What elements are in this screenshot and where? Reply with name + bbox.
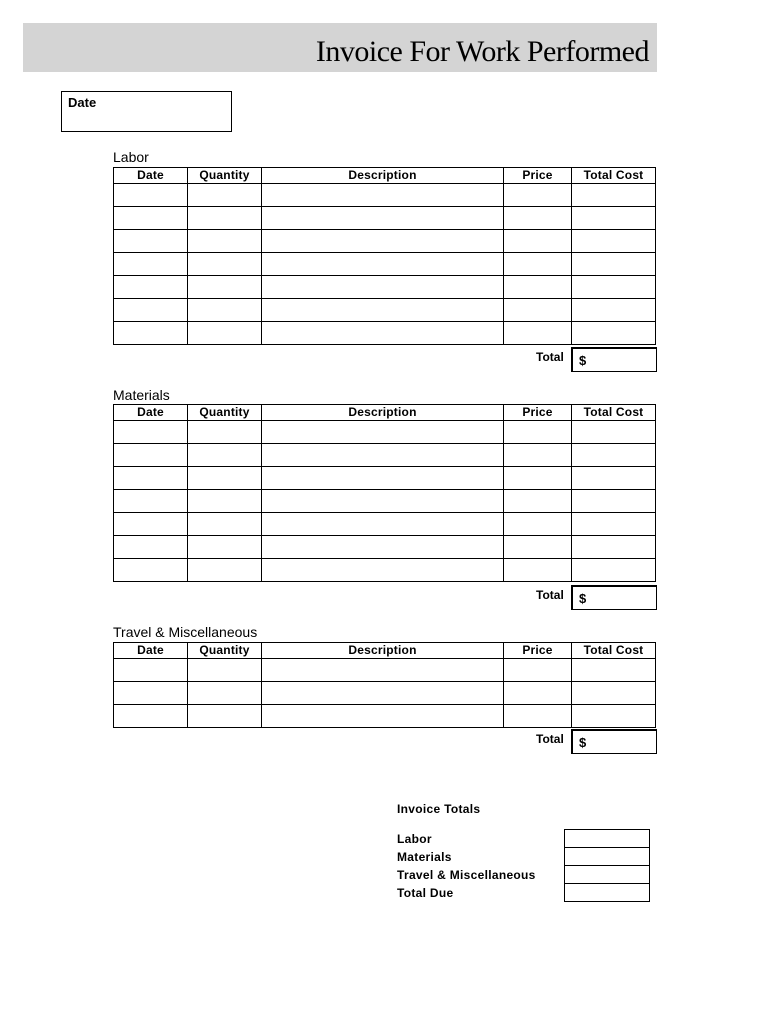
table-cell[interactable] (114, 184, 188, 207)
table-cell[interactable] (262, 299, 504, 322)
table-cell[interactable] (572, 230, 656, 253)
labor-table (113, 167, 656, 345)
table-cell[interactable] (262, 184, 504, 207)
table-cell[interactable] (572, 276, 656, 299)
column-header: Quantity (188, 405, 262, 421)
currency-symbol: $ (579, 735, 587, 750)
table-header-row (114, 405, 656, 421)
table-cell[interactable] (188, 682, 262, 705)
table-row (114, 467, 656, 490)
column-header: Date (114, 168, 188, 184)
column-header: Price (504, 405, 572, 421)
table-row (114, 490, 656, 513)
table-cell[interactable] (262, 513, 504, 536)
table-cell[interactable] (504, 299, 572, 322)
page-title: Invoice For Work Performed (315, 35, 649, 68)
table-cell[interactable] (572, 536, 656, 559)
column-header: Quantity (188, 168, 262, 184)
table-cell[interactable] (262, 322, 504, 345)
table-row (114, 705, 656, 728)
table-cell[interactable] (504, 253, 572, 276)
table-cell[interactable] (188, 559, 262, 582)
table-cell[interactable] (504, 467, 572, 490)
table-cell[interactable] (572, 705, 656, 728)
table-cell[interactable] (114, 705, 188, 728)
table-cell[interactable] (572, 682, 656, 705)
table-cell[interactable] (504, 322, 572, 345)
table-cell[interactable] (114, 322, 188, 345)
table-cell[interactable] (262, 705, 504, 728)
table-cell[interactable] (114, 444, 188, 467)
table-cell[interactable] (504, 490, 572, 513)
table-cell[interactable] (188, 536, 262, 559)
table-header-row (114, 643, 656, 659)
column-header: Total Cost (572, 405, 656, 421)
table-cell[interactable] (572, 659, 656, 682)
travel-table (113, 642, 656, 728)
table-cell[interactable] (572, 444, 656, 467)
table-cell[interactable] (114, 230, 188, 253)
table-cell[interactable] (262, 682, 504, 705)
totals-label-materials: Materials (397, 850, 452, 864)
totals-label-travel: Travel & Miscellaneous (397, 868, 536, 882)
table-row (114, 559, 656, 582)
table-cell[interactable] (114, 421, 188, 444)
table-cell[interactable] (572, 559, 656, 582)
totals-field-travel[interactable] (564, 865, 650, 884)
materials-total-field[interactable] (571, 585, 657, 610)
table-row (114, 536, 656, 559)
table-cell[interactable] (188, 207, 262, 230)
labor-section-title: Labor (113, 149, 149, 165)
currency-symbol: $ (579, 591, 587, 606)
column-header: Price (504, 643, 572, 659)
table-cell[interactable] (114, 299, 188, 322)
table-row (114, 659, 656, 682)
column-header: Quantity (188, 643, 262, 659)
table-cell[interactable] (114, 207, 188, 230)
table-row (114, 253, 656, 276)
labor-total-label: Total (536, 350, 564, 364)
table-cell[interactable] (572, 253, 656, 276)
table-cell[interactable] (572, 299, 656, 322)
table-row (114, 444, 656, 467)
currency-symbol: $ (579, 353, 587, 368)
travel-total-label: Total (536, 732, 564, 746)
table-cell[interactable] (504, 513, 572, 536)
column-header: Date (114, 643, 188, 659)
table-cell[interactable] (262, 421, 504, 444)
table-cell[interactable] (188, 322, 262, 345)
column-header: Total Cost (572, 643, 656, 659)
table-cell[interactable] (188, 299, 262, 322)
table-cell[interactable] (114, 559, 188, 582)
table-row (114, 299, 656, 322)
table-row (114, 682, 656, 705)
table-cell[interactable] (504, 276, 572, 299)
materials-total-label: Total (536, 588, 564, 602)
table-cell[interactable] (572, 207, 656, 230)
table-cell[interactable] (188, 513, 262, 536)
table-cell[interactable] (114, 536, 188, 559)
column-header: Description (262, 405, 504, 421)
column-header: Description (262, 168, 504, 184)
table-cell[interactable] (114, 276, 188, 299)
table-row (114, 207, 656, 230)
table-cell[interactable] (572, 184, 656, 207)
table-cell[interactable] (262, 659, 504, 682)
totals-label-total-due: Total Due (397, 886, 454, 900)
title-bar (23, 23, 657, 72)
table-row (114, 276, 656, 299)
table-cell[interactable] (262, 230, 504, 253)
table-row (114, 230, 656, 253)
table-cell[interactable] (504, 559, 572, 582)
table-cell[interactable] (262, 253, 504, 276)
table-row (114, 513, 656, 536)
column-header: Total Cost (572, 168, 656, 184)
table-cell[interactable] (114, 253, 188, 276)
totals-field-total-due[interactable] (564, 883, 650, 902)
table-cell[interactable] (188, 467, 262, 490)
table-cell[interactable] (504, 207, 572, 230)
table-cell[interactable] (504, 421, 572, 444)
column-header: Date (114, 405, 188, 421)
totals-label-labor: Labor (397, 832, 432, 846)
table-cell[interactable] (504, 682, 572, 705)
table-cell[interactable] (572, 490, 656, 513)
invoice-totals-title: Invoice Totals (397, 802, 481, 816)
table-cell[interactable] (188, 230, 262, 253)
table-cell[interactable] (262, 276, 504, 299)
date-label: Date (68, 95, 97, 110)
table-cell[interactable] (504, 659, 572, 682)
table-cell[interactable] (262, 536, 504, 559)
table-cell[interactable] (262, 444, 504, 467)
table-cell[interactable] (188, 421, 262, 444)
table-cell[interactable] (114, 490, 188, 513)
table-cell[interactable] (262, 490, 504, 513)
table-cell[interactable] (188, 253, 262, 276)
table-cell[interactable] (188, 659, 262, 682)
table-cell[interactable] (504, 444, 572, 467)
totals-field-labor[interactable] (564, 829, 650, 848)
table-cell[interactable] (504, 230, 572, 253)
date-field[interactable] (61, 91, 232, 132)
materials-table (113, 404, 656, 582)
table-cell[interactable] (504, 184, 572, 207)
table-row (114, 421, 656, 444)
table-cell[interactable] (188, 490, 262, 513)
table-cell[interactable] (188, 184, 262, 207)
column-header: Price (504, 168, 572, 184)
travel-total-field[interactable] (571, 729, 657, 754)
table-cell[interactable] (572, 513, 656, 536)
table-cell[interactable] (114, 467, 188, 490)
table-cell[interactable] (262, 559, 504, 582)
table-cell[interactable] (572, 421, 656, 444)
table-row (114, 184, 656, 207)
table-cell[interactable] (114, 513, 188, 536)
table-cell[interactable] (114, 682, 188, 705)
materials-section-title: Materials (113, 387, 170, 403)
table-cell[interactable] (188, 276, 262, 299)
table-cell[interactable] (572, 322, 656, 345)
table-cell[interactable] (572, 467, 656, 490)
table-cell[interactable] (188, 705, 262, 728)
table-cell[interactable] (262, 467, 504, 490)
table-header-row (114, 168, 656, 184)
column-header: Description (262, 643, 504, 659)
table-cell[interactable] (504, 705, 572, 728)
table-cell[interactable] (114, 659, 188, 682)
table-row (114, 322, 656, 345)
labor-total-field[interactable] (571, 347, 657, 372)
table-cell[interactable] (188, 444, 262, 467)
table-cell[interactable] (504, 536, 572, 559)
totals-field-materials[interactable] (564, 847, 650, 866)
travel-section-title: Travel & Miscellaneous (113, 624, 258, 640)
table-cell[interactable] (262, 207, 504, 230)
